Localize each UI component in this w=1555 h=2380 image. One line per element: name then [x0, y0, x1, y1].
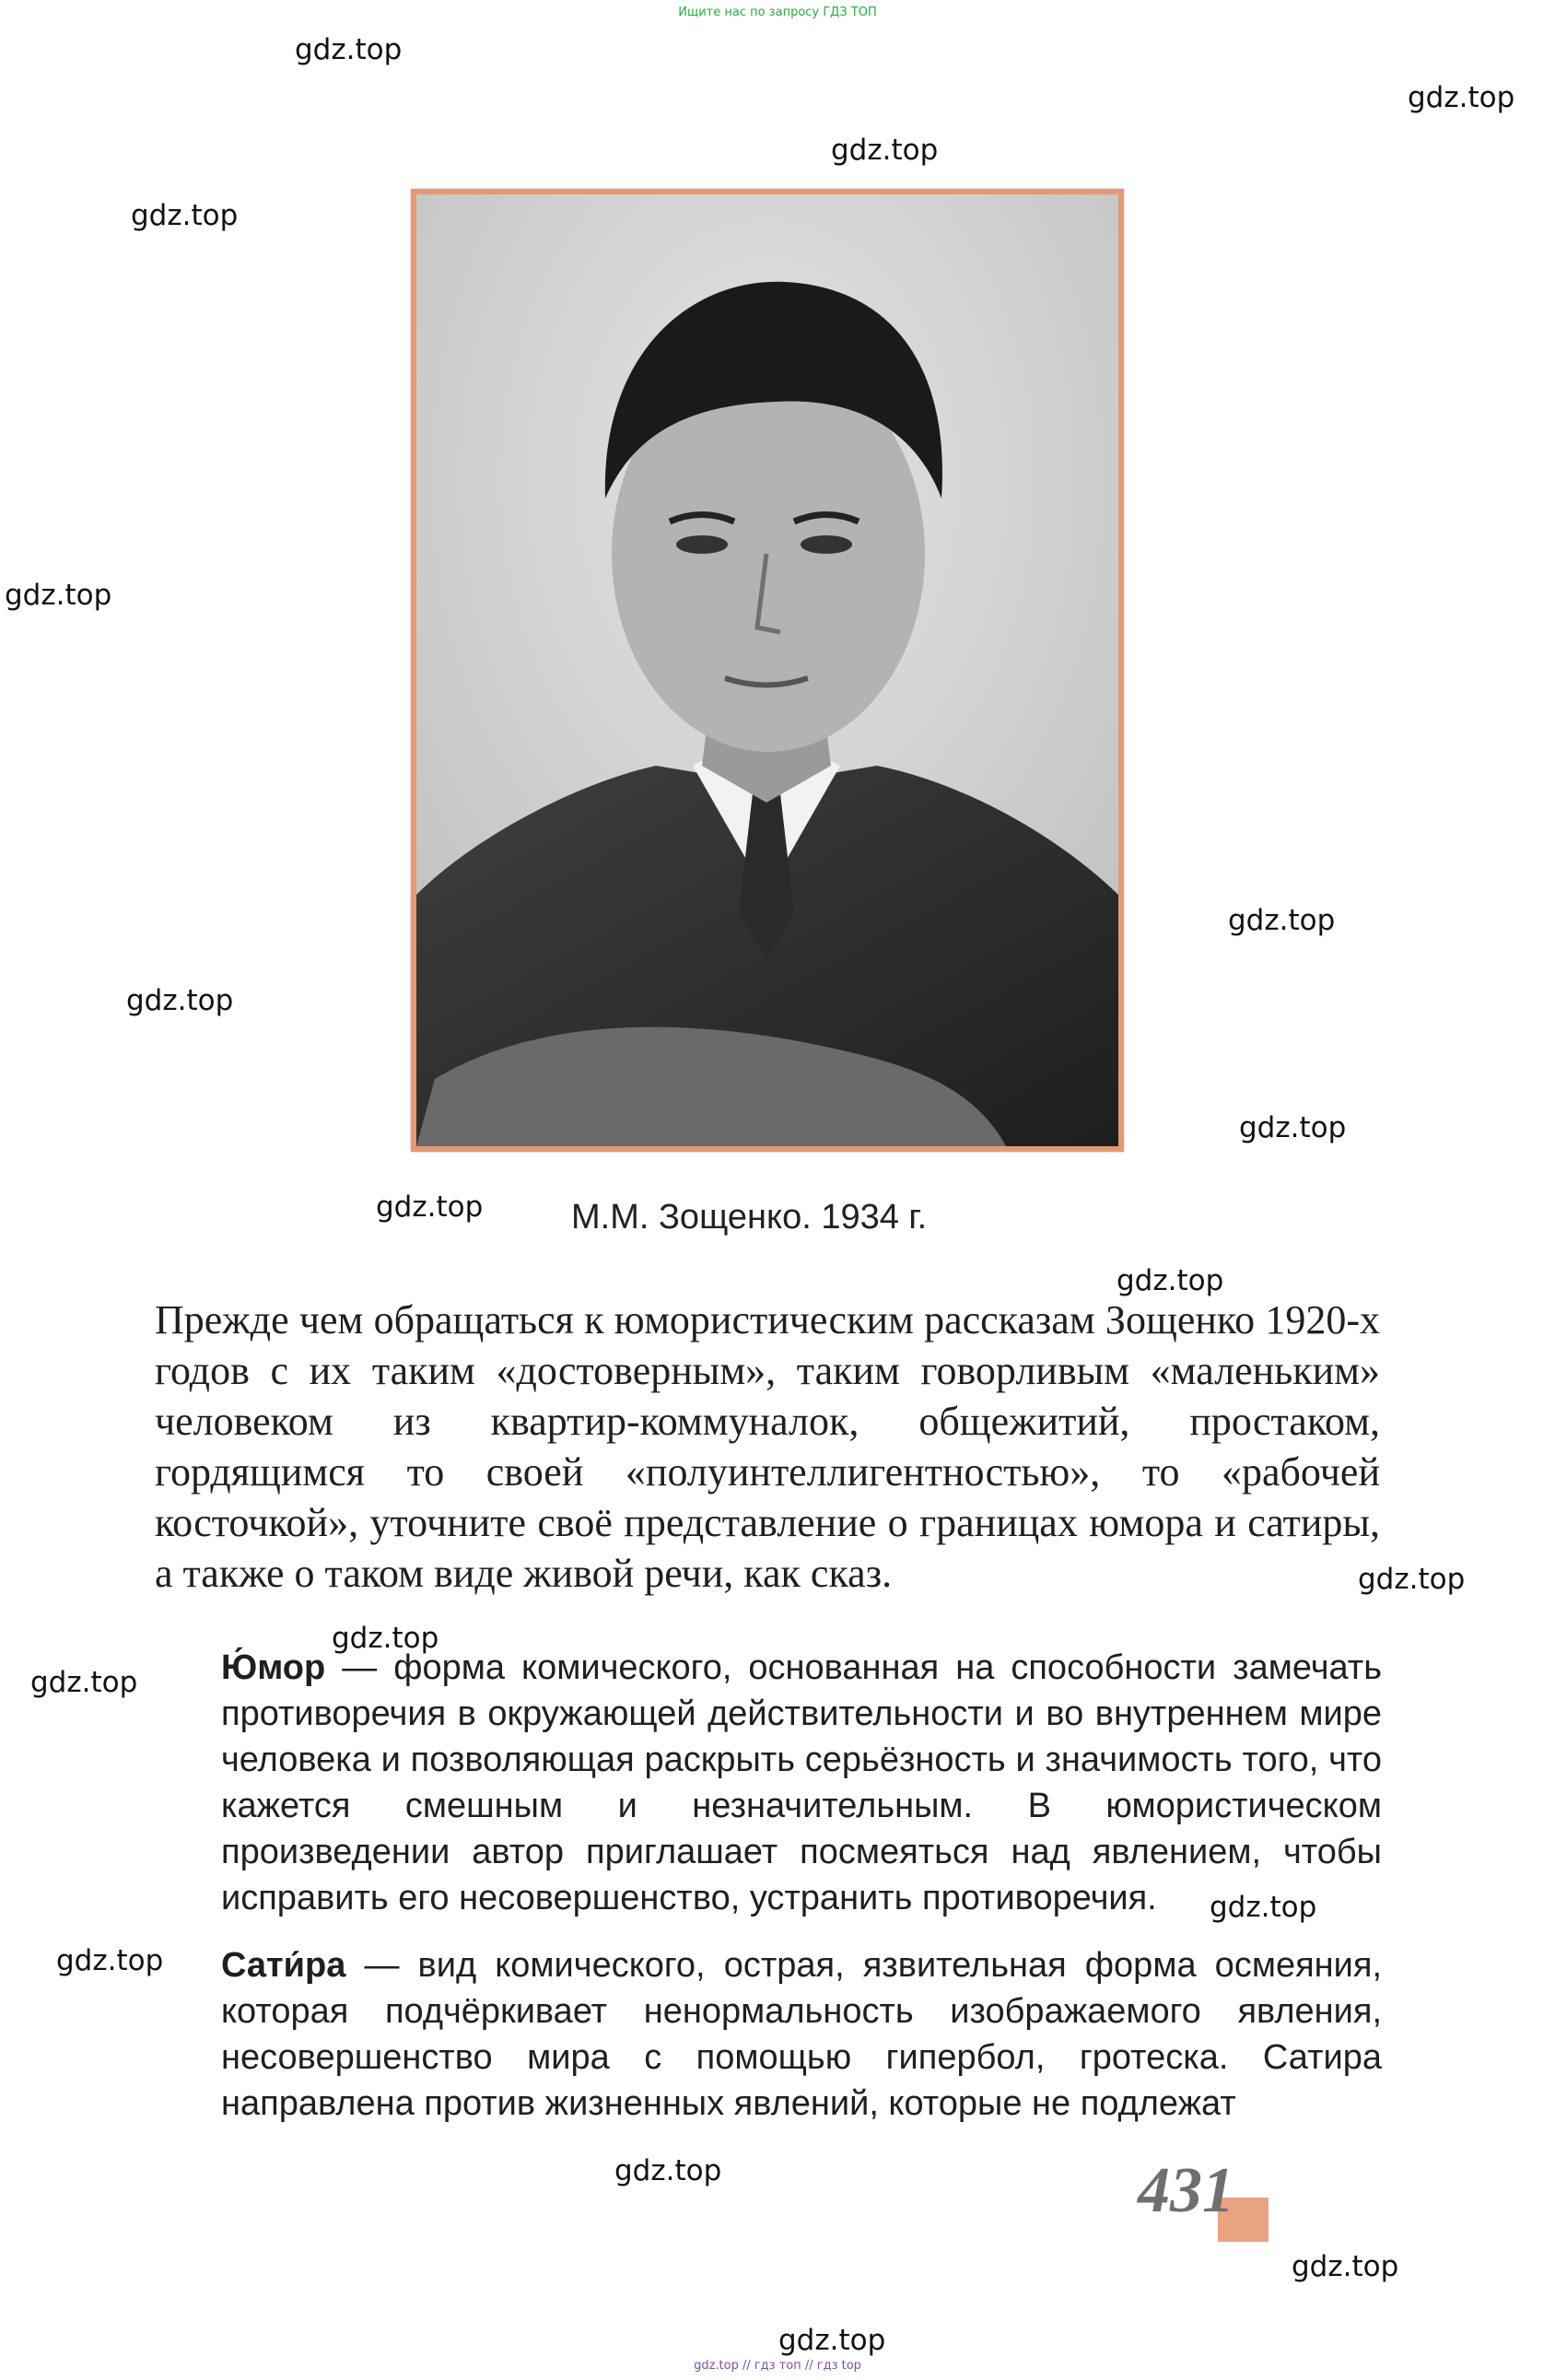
watermark: gdz.top: [778, 2324, 886, 2357]
watermark: gdz.top: [1228, 904, 1336, 937]
photo-caption: М.М. Зощенко. 1934 г.: [571, 1198, 928, 1237]
definition-humor: [221, 1645, 1382, 1921]
watermark: gdz.top: [56, 1944, 164, 1977]
page-number: 431: [1138, 2155, 1234, 2226]
definition-satire-text: — вид комического, острая, язвительная форма осмеяния, которая подчёркивает ненормальность изображаемого явления, несовершенство мира с помощью гипербол, гротеска. Сатира направлена против жизненных явлений, которые не подлежат: [221, 1946, 1382, 2123]
watermark: gdz.top: [1117, 1264, 1224, 1297]
portrait-image: [416, 194, 1118, 1146]
watermark: gdz.top: [30, 1666, 138, 1699]
watermark: gdz.top: [5, 579, 112, 612]
watermark: gdz.top: [1292, 2250, 1399, 2283]
watermark: gdz.top: [131, 199, 239, 232]
definition-satire: [221, 1942, 1382, 2127]
watermark: gdz.top: [126, 984, 234, 1017]
term-satire: Сати́ра: [221, 1946, 346, 1985]
intro-paragraph: Прежде чем обращаться к юмористическим рассказам Зощенко 1920-х годов с их таким «достоверным», таким говорливым «маленьким» человеком из квартир-коммуналок, общежитий, простаком, гордящимся то своей «полуинтеллигентностью», то «рабочей косточкой», уточните своё представление о границах юмора и сатиры, а также о таком виде живой речи, как сказ.: [155, 1297, 1380, 1596]
watermark: gdz.top: [614, 2154, 722, 2187]
watermark: gdz.top: [295, 33, 403, 66]
bottom-banner: gdz.top // гдз топ // гдз top: [694, 2359, 861, 2373]
watermark: gdz.top: [376, 1190, 484, 1224]
definition-humor-text: — форма комического, основанная на способности замечать противоречия в окружающей действительности и во внутреннем мире человека и позволяющая раскрыть серьёзность и значимость того, что кажется смешным и незначительным. В юмористическом произведении автор приглашает посмеяться над явлением, чтобы исправить его несовершенство, устранить противоречия.: [221, 1648, 1382, 1917]
watermark: gdz.top: [1358, 1563, 1466, 1596]
watermark: gdz.top: [831, 134, 939, 167]
term-humor: Ю́мор: [221, 1648, 326, 1687]
watermark: gdz.top: [1239, 1111, 1347, 1144]
top-banner: Ищите нас по запросу ГДЗ ТОП: [678, 6, 877, 19]
watermark: gdz.top: [1408, 81, 1515, 114]
portrait-photo: [411, 189, 1124, 1152]
watermark: gdz.top: [1210, 1891, 1317, 1924]
watermark: gdz.top: [332, 1622, 439, 1655]
